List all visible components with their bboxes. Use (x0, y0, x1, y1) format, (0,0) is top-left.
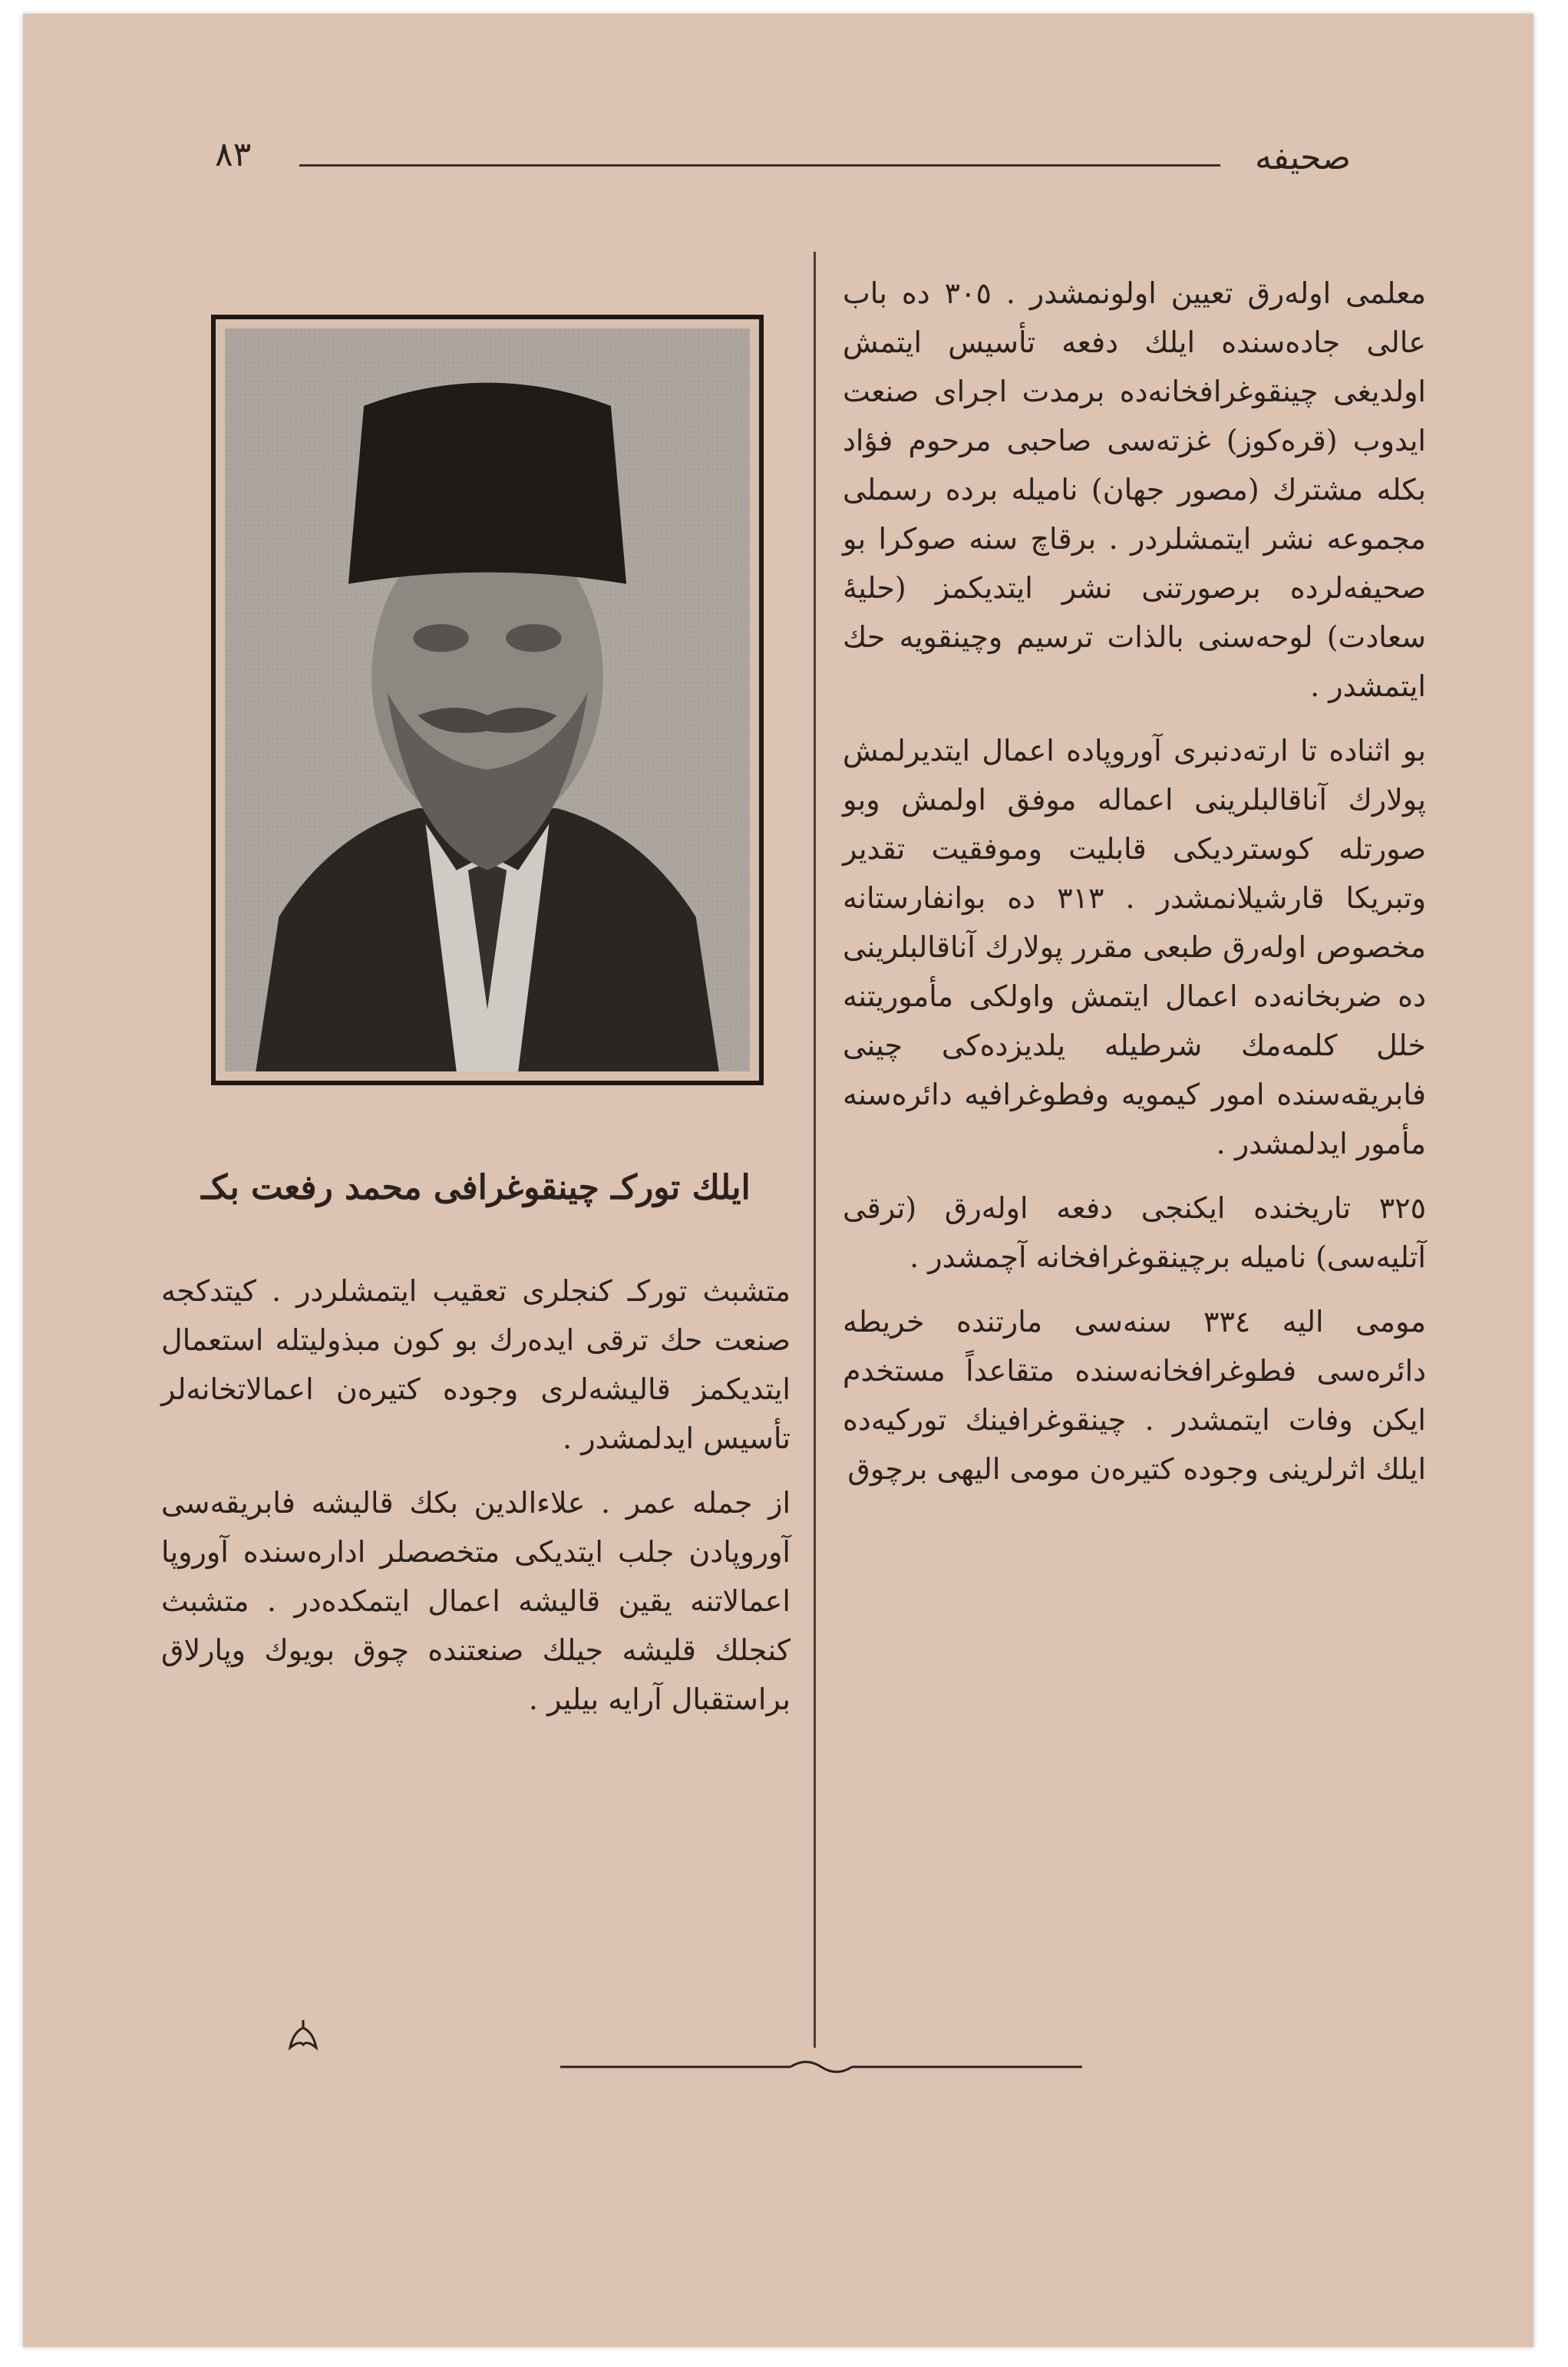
floral-ornament-icon (284, 2017, 322, 2055)
portrait-photo (211, 315, 764, 1085)
left-eye (413, 624, 468, 652)
left-paragraph-1: متشبث توركـ كنجلرى تعقيب ايتمشلردر . كيتدكجه صنعت حك ترقى ايده‌رك بو كون مبذوليتله استعمال ايتديكمز قاليشه‌لرى وجوده كتيره‌ن اعمالاتخانه‌لر تأسيس ايدلمشدر . (161, 1274, 791, 1455)
footer-rule (560, 2055, 1082, 2078)
left-column (161, 1266, 791, 1739)
column-divider (814, 252, 816, 2048)
right-paragraph-2: بو اثناده تا ارته‌دنبرى آوروپاده اعمال ايتديرلمش پولارك آناقالبلرينى اعماله موفق اولمش وبو صورتله كوستردیكى قابليت وموفقيت تقدير وتبريكا قارشيلانمشدر . ٣١٣ ده بوانفارستانه مخصوص اوله‌رق طبعى مقرر پولارك آناقالبلرينى ده ضربخانه‌ده اعمال ايتمش واولكى مأموريتنه خلل كلمه‌مك شرطيله يلديزده‌كى چينى فابريقه‌سنده امور كيمويه وفطوغرافيه دائره‌سنه مأمور ايدلمشدر . (843, 734, 1426, 1160)
left-paragraph-2: از جمله عمر . علاءالدين بكك قاليشه فابريقه‌سى آوروپادن جلب ايتديكى متخصصلر اداره‌سنده آوروپا اعمالاتنه يقين قاليشه اعمال ايتمكده‌در . متشبث كنجلك قليشه جيلك صنعتنده چوق بويوك وپارلاق براستقبال آرايه بيلير . (161, 1486, 791, 1716)
right-column (843, 269, 1426, 1509)
portrait-caption: ايلك توركـ چينقوغرافى محمد رفعت بكـ (201, 1168, 751, 1207)
page-number: ٨٣ (215, 135, 252, 174)
fez (348, 383, 626, 584)
right-eye (506, 624, 561, 652)
page-header (215, 135, 1351, 196)
right-paragraph-4: مومى اليه ٣٣٤ سنه‌سى مارتنده خريطه دائره‌سى فطوغرافخانه‌سنده متقاعداً مستخدم ايكن وفات ايتمشدر . چينقوغرافينك توركيه‌ده ايلك اثرلرينى وجوده كتيره‌ن مومى اليهى برچوق (843, 1305, 1426, 1486)
header-rule (299, 164, 1220, 167)
portrait-image (225, 328, 750, 1071)
newspaper-page (23, 14, 1533, 2347)
header-label: صحيفه (1255, 138, 1351, 177)
right-paragraph-3: ٣٢٥ تاريخنده ايكنجى دفعه اوله‌رق (ترقى آتليه‌سى) ناميله برچينقوغرافخانه آچمشدر . (843, 1191, 1426, 1274)
right-paragraph-1: معلمى اوله‌رق تعيين اولونمشدر . ٣٠٥ ده باب عالى جاده‌سنده ايلك دفعه تأسيس ايتمش اولديغى چينقوغرافخانه‌ده برمدت اجراى صنعت ايدوب (قره‌كوز) غزته‌سى صاحبى مرحوم فؤاد بكله مشترك (مصور جهان) ناميله برده رسملى مجموعه نشر ايتمشلردر . برقاچ سنه صوكرا بو صحيفه‌لرده برصورتنى نشر ايتديكمز (حليهٔ سعادت) لوحه‌سنى بالذات ترسيم وچينقويه حك ايتمشدر . (843, 276, 1426, 703)
